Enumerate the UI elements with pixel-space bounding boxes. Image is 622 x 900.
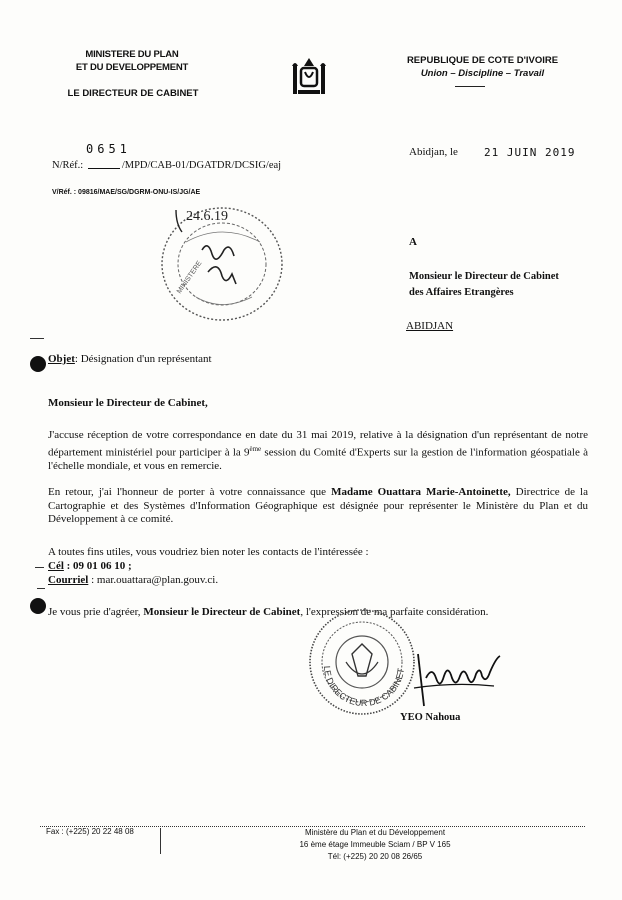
subject-label: Objet — [48, 353, 75, 365]
margin-mark — [30, 338, 44, 339]
punch-hole-mark — [30, 356, 46, 372]
reference-number: 0651 — [86, 142, 131, 156]
subject-line — [48, 353, 212, 365]
email-value: : mar.ouattara@plan.gouv.ci. — [91, 574, 219, 586]
handwritten-signature — [410, 648, 528, 710]
email-contact — [48, 574, 218, 586]
closing-part-a: Je vous prie d'agréer, — [48, 606, 144, 618]
stamp-side-text-decoration: MINISTERE — [175, 259, 204, 296]
closing-part-b: Monsieur le Directeur de Cabinet — [143, 606, 301, 618]
recipient-prefix: A — [409, 236, 417, 248]
phone-label: Cél — [48, 560, 64, 572]
footer-fax: Fax : (+225) 20 22 48 08 — [46, 827, 134, 836]
our-reference — [52, 160, 281, 171]
our-reference-value: /MPD/CAB-01/DGATDR/DCSIG/eaj — [121, 160, 282, 171]
received-date-handwritten: 24.6.19 — [186, 209, 228, 224]
republic-name: REPUBLIQUE DE COTE D'IVOIRE — [406, 55, 559, 66]
paragraph-acknowledgement — [48, 429, 588, 473]
received-stamp — [156, 202, 288, 326]
your-reference: V/Réf. : 09816/MAE/SG/DGRM-ONU-IS/JG/AE — [52, 189, 201, 196]
paragraph-1-part-a: J'accuse réception de votre correspondance en date du 31 mai 2019, relative à la désignation d'un représentant de notre département ministériel pour participer à la 9 — [48, 429, 588, 459]
designee-name: Madame Ouattara Marie-Antoinette, — [331, 486, 511, 498]
our-reference-label: N/Réf.: — [52, 160, 84, 171]
ministry-line-1: MINISTERE DU PLAN — [85, 49, 179, 60]
salutation: Monsieur le Directeur de Cabinet, — [48, 397, 208, 409]
recipient-line-1: Monsieur le Directeur de Cabinet — [409, 271, 559, 282]
date-stamp: 21 JUIN 2019 — [484, 146, 576, 159]
margin-mark — [35, 567, 44, 568]
phone-contact — [48, 560, 132, 572]
paragraph-2-part-b: Directrice de la Cartographie et des Systèmes d'Information Géographique est désignée pour représenter le Ministère du Plan et du Développement à ce comité. — [48, 486, 588, 525]
footer-address-line-1: Ministère du Plan et du Développement — [304, 828, 446, 837]
phone-value: : 09 01 06 10 ; — [63, 560, 132, 572]
date-place: Abidjan, le — [409, 146, 458, 158]
recipient-line-2: des Affaires Etrangères — [409, 287, 514, 298]
reference-blank — [88, 168, 120, 169]
ministry-name — [48, 48, 216, 74]
email-label: Courriel — [48, 574, 89, 586]
header-divider — [455, 86, 485, 87]
closing-part-c: , l'expression de ma parfaite considération. — [300, 606, 489, 618]
punch-hole-mark — [30, 598, 46, 614]
footer-address-line-3: Tél: (+225) 20 20 08 26/65 — [327, 852, 423, 861]
cabinet-title: LE DIRECTEUR DE CABINET — [67, 88, 199, 99]
paragraph-2-part-a: En retour, j'ai l'honneur de porter à votre connaissance que — [48, 486, 332, 498]
paragraph-contacts-intro: A toutes fins utiles, vous voudriez bien noter les contacts de l'intéressée : — [48, 546, 369, 558]
footer-separator — [160, 828, 161, 854]
recipient-city: ABIDJAN — [406, 320, 454, 332]
national-motto: Union – Discipline – Travail — [420, 68, 545, 79]
superscript-eme: ème — [249, 444, 262, 453]
paragraph-designation — [48, 486, 588, 527]
coat-of-arms-emblem — [286, 54, 332, 100]
signer-name: YEO Nahoua — [400, 712, 461, 723]
footer-address-line-2: 16 ème étage Immeuble Sciam / BP V 165 — [299, 840, 451, 849]
paragraph-1-part-b: session du Comité d'Experts sur la gestion de l'information géospatiale à l'échelle mondiale, et vous en remercie. — [48, 446, 588, 472]
margin-mark — [37, 588, 45, 589]
official-stamp — [306, 604, 418, 720]
stamp-circular-text: LE DIRECTEUR DE CABINET — [321, 665, 406, 709]
subject-text: : Désignation d'un représentant — [74, 353, 212, 365]
footer-address — [250, 827, 500, 863]
ministry-line-2: ET DU DEVELOPPEMENT — [75, 62, 189, 73]
